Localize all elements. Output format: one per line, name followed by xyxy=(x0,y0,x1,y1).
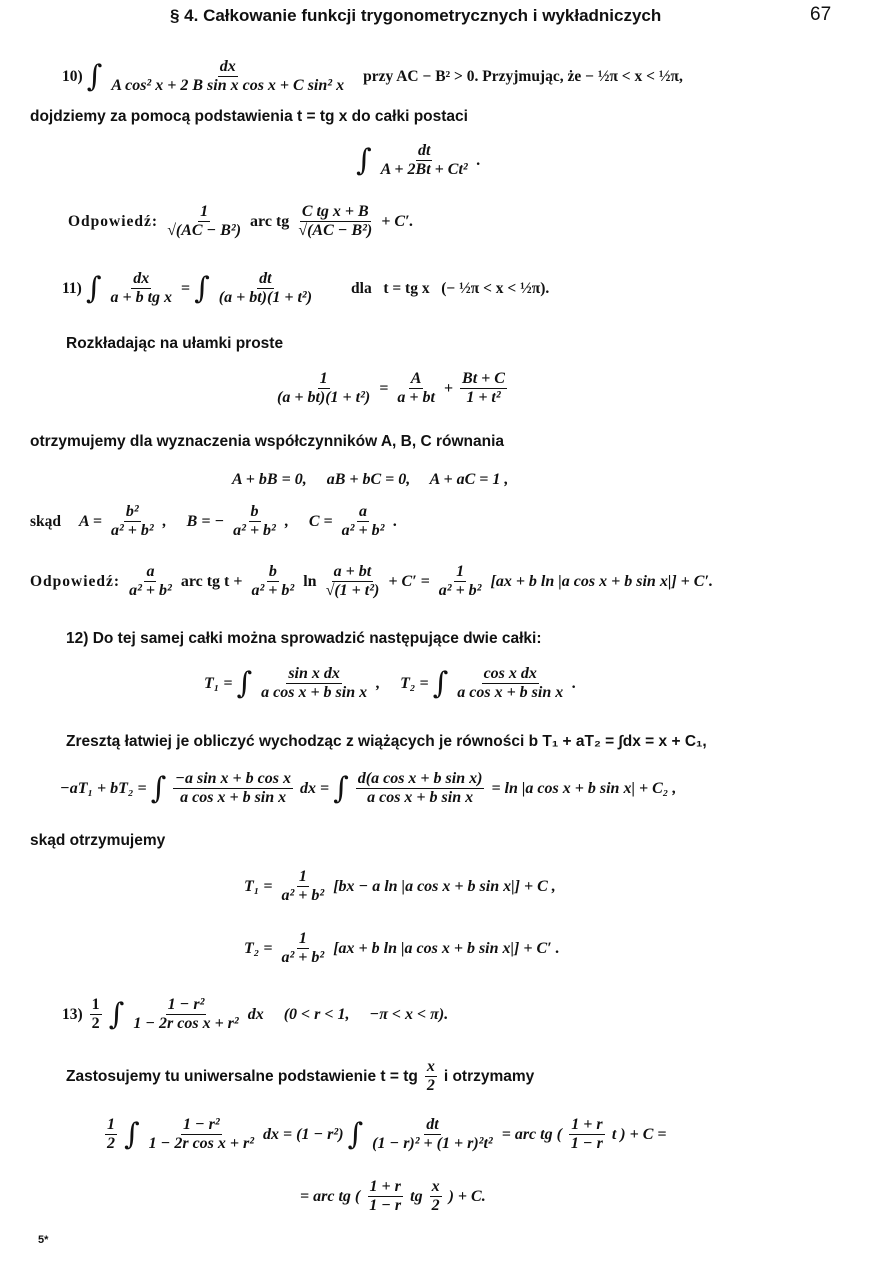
equals: = xyxy=(379,379,389,397)
label: , T₂ = xyxy=(376,674,429,692)
numerator: 1 xyxy=(298,930,307,947)
denominator: A cos² x + 2 B sin x cos x + C sin² x xyxy=(111,77,345,94)
numerator: 1 xyxy=(91,996,100,1013)
term: [ax + b ln |a cos x + b sin x|] + C′ . xyxy=(333,939,560,957)
denominator: a² + b² xyxy=(251,582,295,599)
denominator: (a + bt)(1 + t²) xyxy=(218,289,313,306)
numerator: 1 xyxy=(456,563,465,580)
problem-10-integral xyxy=(62,58,683,95)
integral-sign: ∫ xyxy=(85,271,102,306)
numerator: 1 xyxy=(200,203,209,220)
numerator: 1 xyxy=(298,868,307,885)
problem-label: 10) xyxy=(62,67,83,85)
answer-10 xyxy=(68,203,414,240)
equation-system: A + bB = 0, aB + bC = 0, A + aC = 1 , xyxy=(232,471,509,488)
term: [ax + b ln |a cos x + b sin x|] + C′. xyxy=(490,572,713,590)
fraction xyxy=(430,1178,442,1215)
denominator: 1 − r xyxy=(570,1135,603,1152)
plus: + xyxy=(443,379,454,397)
answer-11 xyxy=(30,563,713,600)
substitution-equation xyxy=(102,1116,667,1153)
numerator: 1 + r xyxy=(571,1116,603,1133)
term: [bx − a ln |a cos x + b sin x|] + C , xyxy=(333,877,556,895)
label: , B = − xyxy=(162,512,225,530)
denominator: a cos x + b sin x xyxy=(367,789,474,806)
text-word: skąd xyxy=(30,512,62,530)
punctuation: . xyxy=(572,674,577,692)
fraction xyxy=(367,1178,403,1215)
numerator: dt xyxy=(426,1116,439,1133)
condition: dla t = tg x (− ½π < x < ½π). xyxy=(351,279,550,297)
integrals-T1-T2 xyxy=(204,665,576,702)
answer-label: Odpowiedź: xyxy=(68,212,159,230)
problem-label: 13) xyxy=(62,1005,83,1023)
text-span: Zastosujemy tu uniwersalne podstawienie t = tg xyxy=(66,1067,418,1085)
denominator: a² + b² xyxy=(281,887,325,904)
integral-sign: ∫ xyxy=(86,59,103,94)
fraction xyxy=(455,665,565,702)
numerator: dx xyxy=(219,58,236,75)
coefficients xyxy=(30,503,397,540)
text-line: skąd otrzymujemy xyxy=(30,832,166,849)
text-line: Zresztą łatwiej je obliczyć wychodząc z wiążących je równości b T₁ + aT₂ = ∫dx = x + C₁, xyxy=(66,733,707,750)
integral-sign: ∫ xyxy=(432,666,449,701)
term: dx (0 < r < 1, −π < x < π). xyxy=(247,1005,449,1023)
fraction xyxy=(569,1116,605,1153)
integral-sign: ∫ xyxy=(347,1117,364,1152)
term: dx = xyxy=(300,779,330,797)
denominator: 1 + t² xyxy=(466,389,501,406)
denominator: √(AC − B²) xyxy=(167,222,242,239)
term: = arc tg ( xyxy=(501,1125,562,1143)
numerator: C tg x + B xyxy=(301,203,369,220)
problem-11-integral xyxy=(62,270,549,307)
denominator: 2 xyxy=(91,1015,100,1032)
fraction xyxy=(131,996,240,1033)
denominator: a² + b² xyxy=(281,949,325,966)
denominator: a² + b² xyxy=(233,522,276,539)
label: −aT₁ + bT₂ = xyxy=(60,779,147,797)
fraction xyxy=(259,665,369,702)
numerator: b² xyxy=(125,503,139,520)
denominator: √(AC − B²) xyxy=(298,222,373,239)
fraction xyxy=(173,770,293,807)
text-line: Rozkładając na ułamki proste xyxy=(66,335,284,352)
fraction xyxy=(217,270,314,307)
numerator: dt xyxy=(259,270,272,287)
numerator: x xyxy=(431,1178,440,1195)
function-name: tg xyxy=(410,1187,423,1205)
partial-fractions xyxy=(272,370,510,407)
condition: przy AC − B² > 0. Przyjmując, że − ½π < x < ½π, xyxy=(363,67,683,85)
denominator: 2 xyxy=(431,1197,440,1214)
label: T₂ = xyxy=(244,939,273,957)
fraction xyxy=(279,868,326,905)
fraction xyxy=(437,563,484,600)
numerator: a + bt xyxy=(333,563,372,580)
integral-sign: ∫ xyxy=(236,666,253,701)
text-span: i otrzymamy xyxy=(443,1067,535,1085)
numerator: −a sin x + b cos x xyxy=(175,770,291,787)
denominator: A + 2Bt + Ct² xyxy=(380,161,468,178)
fraction xyxy=(279,930,326,967)
fraction xyxy=(379,142,470,179)
function-name: arc tg xyxy=(250,212,290,230)
fraction xyxy=(395,370,437,407)
fraction xyxy=(425,1058,437,1095)
numerator: 1 − r² xyxy=(167,996,205,1013)
denominator: a cos x + b sin x xyxy=(180,789,287,806)
fraction xyxy=(165,203,243,240)
denominator: (1 − r)² + (1 + r)²t² xyxy=(372,1135,493,1152)
text-line: dojdziemy za pomocą podstawienia t = tg x do całki postaci xyxy=(30,108,468,125)
fraction xyxy=(108,270,174,307)
function-name: ln xyxy=(303,572,317,590)
numerator: 1 xyxy=(107,1116,115,1133)
integral-sign: ∫ xyxy=(108,997,125,1032)
numerator: a xyxy=(146,563,155,580)
term: = arc tg ( xyxy=(300,1187,361,1205)
final-result xyxy=(300,1178,486,1215)
numerator: b xyxy=(250,503,259,520)
label: , C = xyxy=(284,512,333,530)
denominator: 2 xyxy=(107,1135,115,1152)
numerator: x xyxy=(426,1058,435,1075)
page-number: 67 xyxy=(810,4,832,25)
answer-label: Odpowiedź: xyxy=(30,572,121,590)
denominator: a² + b² xyxy=(129,582,172,599)
numerator: 1 − r² xyxy=(182,1116,220,1133)
label: T₁ = xyxy=(204,674,233,692)
term: = ln |a cos x + b sin x| + C₂ , xyxy=(491,779,677,797)
term: t ) + C = xyxy=(611,1125,667,1143)
denominator: a² + b² xyxy=(438,582,482,599)
integral-sign: ∫ xyxy=(194,271,210,306)
denominator: 2 xyxy=(426,1077,435,1094)
fraction xyxy=(370,1116,495,1153)
numerator: 1 + r xyxy=(369,1178,401,1195)
text-line: 12) Do tej samej całki można sprowadzić następujące dwie całki: xyxy=(66,630,542,647)
problem-label: 11) xyxy=(62,279,82,297)
label: T₁ = xyxy=(244,877,273,895)
fraction xyxy=(356,770,485,807)
numerator: A xyxy=(410,370,422,387)
fraction xyxy=(340,503,387,540)
numerator: d(a cos x + b sin x) xyxy=(357,770,483,787)
fraction xyxy=(250,563,297,600)
running-header: § 4. Całkowanie funkcji trygonometrycznych i wykładniczych xyxy=(170,6,662,25)
problem-13-integral xyxy=(62,996,448,1033)
fraction xyxy=(105,1116,117,1153)
denominator: a² + b² xyxy=(110,522,154,539)
fraction xyxy=(109,58,346,95)
text-line: otrzymujemy dla wyznaczenia współczynników A, B, C równania xyxy=(30,433,505,450)
text-line xyxy=(66,1058,534,1095)
denominator: a + bt xyxy=(397,389,435,406)
equals: = xyxy=(181,279,191,297)
label: A = xyxy=(79,512,102,530)
term: + C′ = xyxy=(388,572,430,590)
denominator: (a + bt)(1 + t²) xyxy=(277,389,371,406)
punctuation: . xyxy=(476,151,481,169)
fraction xyxy=(275,370,372,407)
numerator: dt xyxy=(417,142,431,159)
integral-sign: ∫ xyxy=(150,771,167,806)
integral-sign: ∫ xyxy=(356,143,372,178)
integral-sign: ∫ xyxy=(333,771,349,806)
reduced-integral xyxy=(356,142,481,179)
term: ) + C. xyxy=(448,1187,486,1205)
numerator: b xyxy=(268,563,277,580)
denominator: 1 − 2r cos x + r² xyxy=(148,1135,255,1152)
denominator: 1 − r xyxy=(369,1197,402,1214)
fraction xyxy=(296,203,374,240)
numerator: sin x dx xyxy=(288,665,340,682)
numerator: dx xyxy=(133,270,150,287)
denominator: a² + b² xyxy=(341,522,385,539)
fraction xyxy=(147,1116,256,1153)
fraction xyxy=(127,563,174,600)
numerator: cos x dx xyxy=(483,665,537,682)
denominator: a cos x + b sin x xyxy=(261,684,368,701)
fraction xyxy=(109,503,156,540)
integral-sign: ∫ xyxy=(124,1117,140,1152)
fraction xyxy=(90,996,102,1033)
punctuation: . xyxy=(393,512,398,530)
combined-equation xyxy=(60,770,676,807)
result-T2 xyxy=(244,930,560,967)
denominator: √(1 + t²) xyxy=(325,582,380,599)
signature-mark: 5* xyxy=(38,1234,49,1246)
denominator: a + b tg x xyxy=(110,289,173,306)
denominator: a cos x + b sin x xyxy=(457,684,564,701)
numerator: Bt + C xyxy=(462,370,505,387)
fraction xyxy=(324,563,382,600)
numerator: 1 xyxy=(319,370,328,387)
constant: + C′. xyxy=(381,212,414,230)
fraction xyxy=(460,370,507,407)
numerator: a xyxy=(359,503,368,520)
term: arc tg t + xyxy=(180,572,243,590)
fraction xyxy=(231,503,278,540)
term: dx = (1 − r²) xyxy=(263,1125,344,1143)
result-T1 xyxy=(244,868,556,905)
denominator: 1 − 2r cos x + r² xyxy=(133,1015,239,1032)
